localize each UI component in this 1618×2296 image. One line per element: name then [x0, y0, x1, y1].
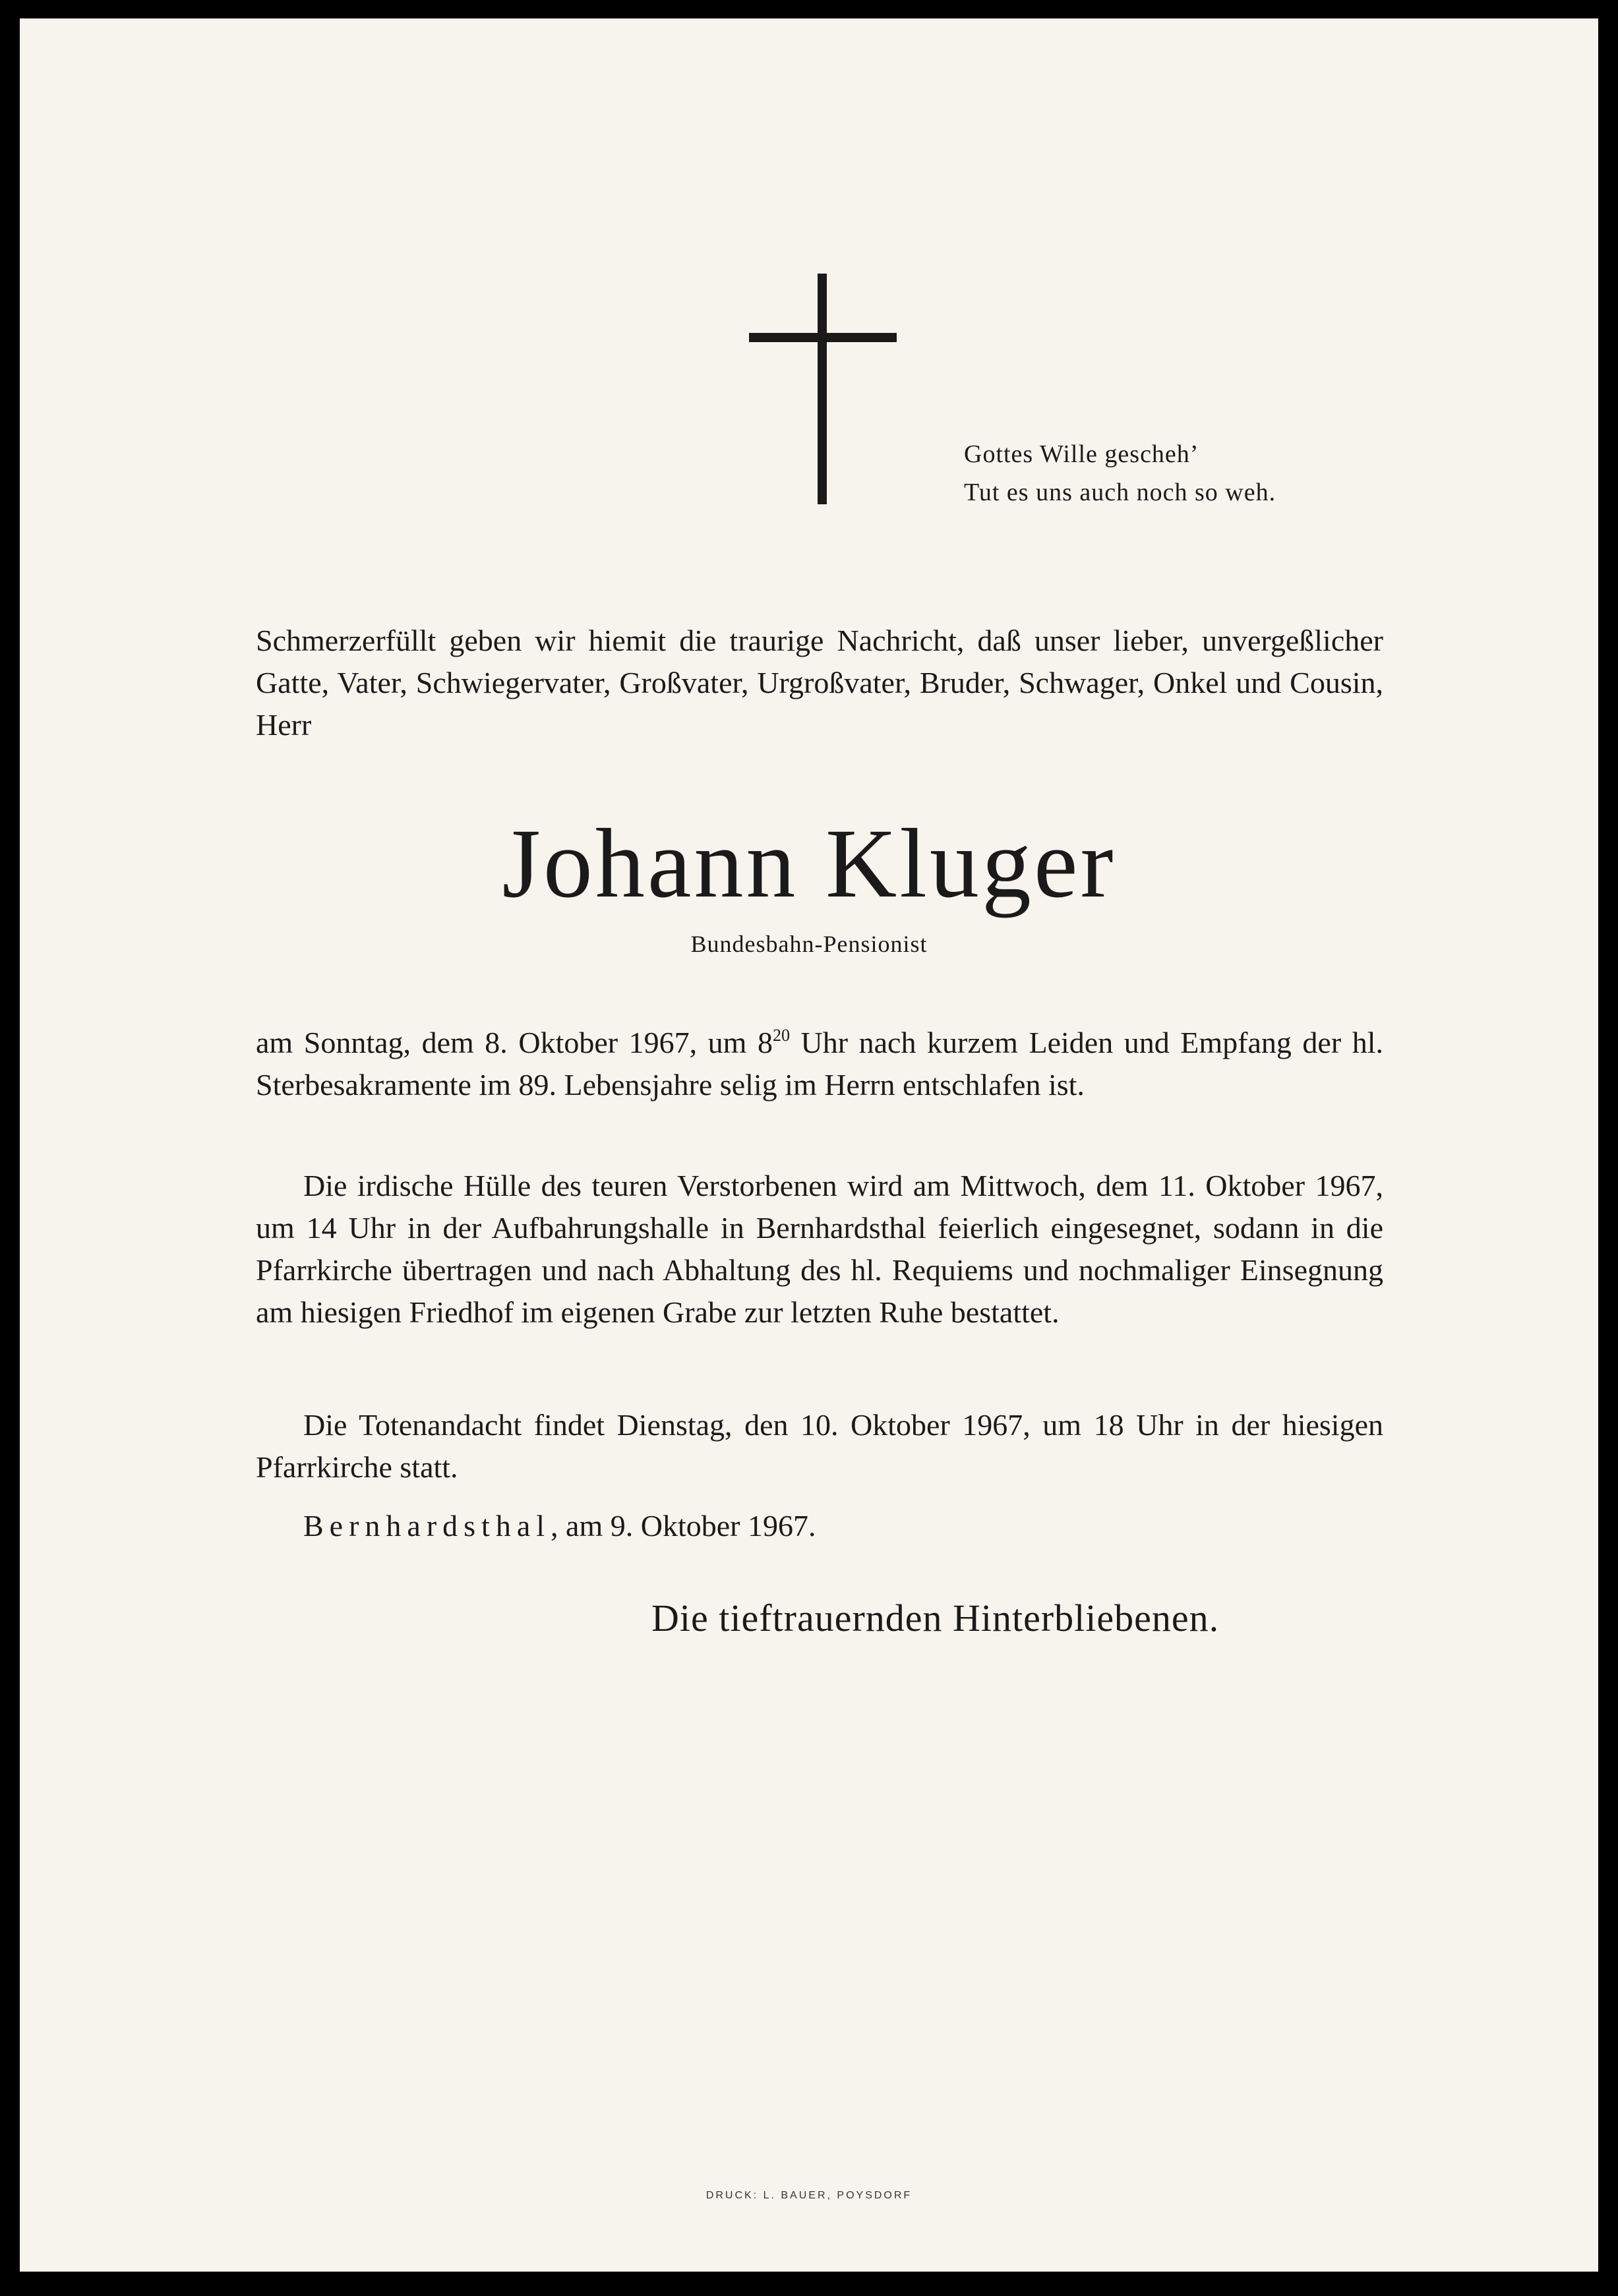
motto: [964, 435, 1425, 512]
dateline-date: , am 9. Oktober 1967.: [551, 1509, 816, 1543]
closing-signature: Die tieftrauernden Hinterbliebenen.: [651, 1597, 1220, 1639]
death-text-start: am Sonntag, dem 8. Oktober 1967, um 8: [256, 1026, 773, 1059]
funeral-paragraph: Die irdische Hülle des teuren Verstorbenen wird am Mittwoch, dem 11. Oktober 1967, um 14 Uhr in der Aufbahrungshalle in Bernhardsthal feierlich eingesegnet, sodann in die Pfarrkirche übertragen und nach Abhaltung des hl. Requiems und nochmaliger Einsegnung am hiesigen Friedhof im eigenen Grabe zur letzten Ruhe bestattet.: [256, 1169, 1383, 1329]
death-text-end: Uhr nach kurzem Leiden und Empfang der hl. Sterbesakramente im 89. Lebensjahre selig im Herrn entschlafen ist.: [256, 1026, 1383, 1102]
obituary-sheet: [20, 18, 1598, 2272]
cross-horizontal-bar: [749, 333, 897, 342]
printer-imprint: DRUCK: L. BAUER, POYSDORF: [705, 2190, 913, 2201]
deceased-occupation: Bundesbahn-Pensionist: [690, 931, 928, 957]
death-time-superscript: 20: [773, 1026, 790, 1045]
dateline-place: Bernhardsthal: [303, 1509, 551, 1543]
cross-vertical-bar: [818, 274, 827, 504]
dateline: [303, 1505, 816, 1547]
deceased-name: Johann Kluger: [502, 809, 1116, 918]
vigil-paragraph: Die Totenandacht findet Dienstag, den 10. Oktober 1967, um 18 Uhr in der hiesigen Pfarrkirche statt.: [256, 1408, 1383, 1484]
motto-line-2: Tut es uns auch noch so weh.: [964, 479, 1276, 506]
intro-paragraph: Schmerzerfüllt geben wir hiemit die traurige Nachricht, daß unser lieber, unvergeßlicher Gatte, Vater, Schwiegervater, Großvater, Urgroßvater, Bruder, Schwager, Onkel und Cousin, Herr: [256, 624, 1383, 742]
motto-line-1: Gottes Wille gescheh’: [964, 440, 1199, 468]
death-paragraph: [256, 1022, 1383, 1106]
